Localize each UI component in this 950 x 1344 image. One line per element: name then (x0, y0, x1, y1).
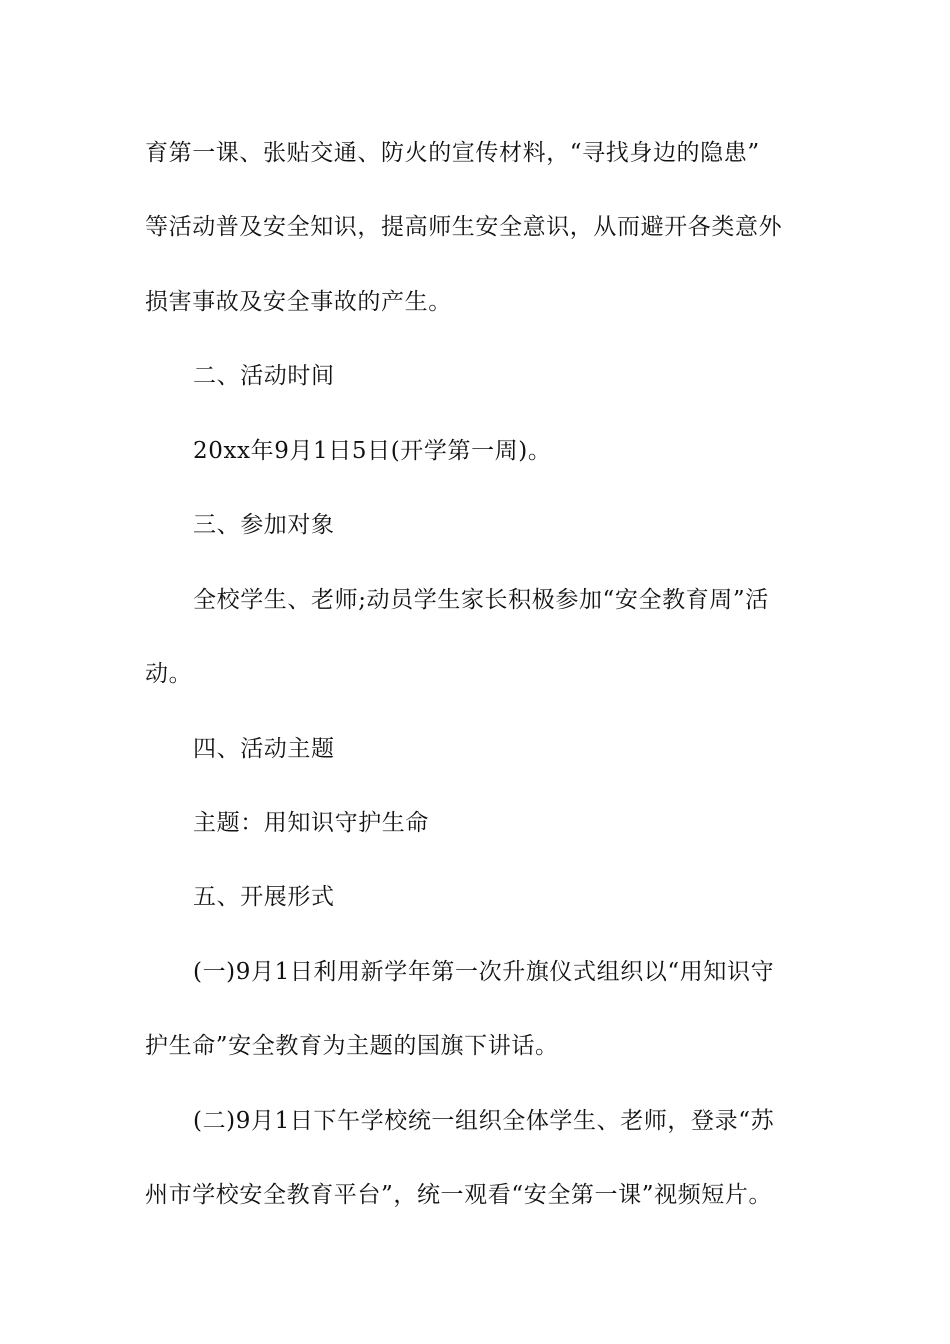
paragraph-line: 主题：用知识守护生命 (193, 810, 429, 836)
paragraph-line: 全校学生、老师;动员学生家长积极参加“安全教育周”活 (193, 587, 769, 613)
paragraph-line: 护生命”安全教育为主题的国旗下讲话。 (145, 1033, 559, 1059)
section-heading: 五、开展形式 (193, 884, 335, 910)
paragraph-line: (一)9月1日利用新学年第一次升旗仪式组织以“用知识守 (193, 959, 775, 985)
section-heading: 二、活动时间 (193, 363, 335, 389)
paragraph-line: (二)9月1日下午学校统一组织全体学生、老师，登录“苏 (193, 1108, 775, 1134)
paragraph-line: 州市学校安全教育平台”，统一观看“安全第一课”视频短片。 (145, 1182, 773, 1208)
paragraph-line: 20xx年9月1日5日(开学第一周)。 (193, 438, 552, 464)
paragraph-line: 等活动普及安全知识，提高师生安全意识，从而避开各类意外 (145, 214, 783, 240)
paragraph-line: 损害事故及安全事故的产生。 (145, 289, 452, 315)
paragraph-line: 育第一课、张贴交通、防火的宣传材料，“寻找身边的隐患” (145, 140, 760, 166)
section-heading: 三、参加对象 (193, 512, 335, 538)
section-heading: 四、活动主题 (193, 736, 335, 762)
paragraph-line: 动。 (145, 661, 193, 687)
